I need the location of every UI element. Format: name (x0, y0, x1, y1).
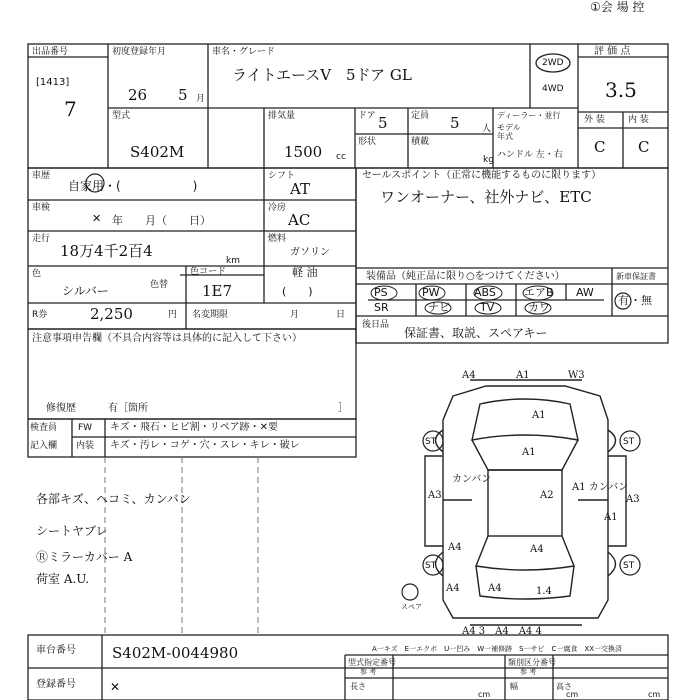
equipment-item: ABS (474, 286, 496, 299)
displacement-label: 排気量 (268, 111, 296, 121)
dealer-label: ディーラー・並行 (497, 111, 561, 120)
capacity-label: 定員 (411, 111, 430, 121)
doors-label: ドア (358, 111, 376, 121)
mark-bottom: A4 3 A4 A4 4 (462, 626, 542, 637)
drive-4wd: 4WD (542, 84, 564, 94)
inspection-label: 車検 (32, 203, 51, 213)
fuel-other: ( ) (282, 285, 313, 298)
note-line-1: 各部キズ、ヘコミ、カンバン (36, 492, 191, 506)
first-reg-label: 初度登録年月 (112, 47, 167, 57)
reg-label: 登録番号 (36, 679, 76, 690)
note-line-3: Ⓡミラーカバー A (36, 550, 133, 564)
inspector-fw: FW (78, 423, 93, 433)
type-spec-label: 型式指定番号 (348, 658, 396, 667)
height-unit: cm (648, 690, 661, 699)
length-label: 長さ (350, 682, 366, 691)
inspector-label: 検査員 (30, 423, 58, 433)
repair-history-end: ］ (338, 403, 348, 414)
repair-history-label: 修復歴 (46, 403, 76, 414)
mileage-label: 走行 (32, 234, 51, 244)
grade-value: 3.5 (605, 78, 637, 102)
notes-label: 注意事項申告欄（不具合内容等は具体的に記入して下さい） (32, 333, 302, 344)
type-spec-sub: 参 考 (360, 668, 377, 676)
class-sub: 参 考 (520, 668, 537, 676)
first-reg-month: 5 (178, 86, 188, 104)
st-front-right: ST (623, 437, 635, 447)
name-change-month: 月 (290, 310, 300, 320)
width-unit: cm (566, 690, 579, 699)
capacity-value: 5 (450, 114, 460, 132)
capacity-unit: 人 (482, 124, 492, 134)
color-value: シルバー (62, 284, 109, 298)
first-reg-year: 26 (128, 86, 148, 104)
color-code-value: 1E7 (202, 282, 233, 300)
displacement-unit: cc (336, 152, 346, 162)
model-code-value: S402M (130, 143, 185, 161)
inspector-fw-items: キズ・飛石・ヒビ割・リペア跡・✕要 (110, 422, 278, 433)
exterior-grade: C (594, 138, 606, 156)
equipment-item: AW (576, 286, 594, 299)
equipment-item: TV (480, 301, 495, 314)
mark-kanban-left: カンバン (452, 474, 492, 485)
equipment-item: ナビ (428, 301, 450, 314)
grade-label: 評 価 点 (594, 46, 631, 57)
usage-label: 車歴 (32, 171, 51, 181)
equipment-label: 装備品（純正品に限り○をつけてください） (366, 271, 565, 282)
mark-a3-right: A3 (626, 494, 640, 505)
inspector-int-items: キズ・汚レ・コゲ・穴・スレ・キレ・破レ (110, 440, 300, 451)
shift-label: シフト (268, 171, 296, 181)
equipment-item: カワ (528, 301, 550, 314)
mark-a4-front-left: A4 (462, 370, 476, 381)
inspection-year-mark: ✕ (92, 212, 102, 225)
class-label: 類別区分番号 (508, 658, 556, 667)
recycle-label: R券 (32, 310, 48, 320)
name-change-label: 名変期限 (192, 310, 229, 320)
equipment-item: エアB (524, 286, 554, 299)
mark-a3-left: A3 (428, 490, 442, 501)
shift-value: AT (290, 180, 311, 198)
aircon-value: AC (288, 211, 311, 229)
sales-point-value: ワンオーナー、社外ナビ、ETC (380, 188, 592, 206)
fuel-diesel: 軽 油 (292, 266, 318, 279)
note-line-2: シートヤブレ (36, 524, 108, 538)
note-line-4: 荷室 A.U. (36, 572, 90, 586)
mileage-unit: km (226, 256, 240, 266)
recycle-value: 2,250 (90, 305, 133, 323)
drive-2wd: 2WD (542, 58, 564, 68)
usage-value: 自家用・( ) (68, 179, 198, 193)
st-rear-right: ST (623, 561, 635, 571)
height-label: 高さ (556, 682, 572, 691)
name-change-day: 日 (336, 310, 346, 320)
color-label: 色 (32, 269, 42, 279)
dealer-year-label: 年式 (497, 132, 513, 141)
mark-a4-rear-center: A4 (488, 583, 502, 594)
interior-label: 内 装 (628, 115, 649, 125)
mark-a4-left-rear: A4 (448, 542, 462, 553)
sales-point-label: セールスポイント（正常に機能するものに限ります） (362, 170, 602, 181)
after-parts-value: 保証書、取説、スペアキー (404, 326, 548, 340)
mark-a1-hood: A1 (532, 410, 546, 421)
repair-history-value: 有［箇所 (108, 403, 148, 414)
model-value: ライトエースV 5ドア GL (232, 66, 412, 84)
mark-kanban-right: A1 カンバン (572, 482, 629, 493)
length-unit: cm (478, 690, 491, 699)
mark-rear-detail: 1.4 (536, 586, 552, 597)
mark-a1-front: A1 (516, 370, 530, 381)
mark-w3-front: W3 (568, 370, 585, 381)
color-code-label: 色コード (190, 267, 227, 277)
inspector-int-label: 内装 (76, 441, 95, 451)
equipment-item: SR (374, 301, 389, 314)
interior-grade: C (638, 138, 650, 156)
inspector-label-2: 記入欄 (30, 441, 58, 451)
warranty-label: 新車保証書 (616, 272, 656, 281)
mark-a1-windshield: A1 (522, 447, 536, 458)
aircon-label: 冷房 (268, 203, 287, 213)
inspection-value: 年 月（ 日） (112, 214, 211, 227)
width-label: 幅 (510, 682, 518, 691)
mark-a2-roof: A2 (540, 490, 554, 501)
dealer-model-label: モデル (497, 123, 521, 132)
reg-value: ✕ (110, 680, 121, 694)
recycle-unit: 円 (168, 310, 178, 320)
load-unit: kg (483, 155, 494, 165)
equipment-item: PW (422, 286, 440, 299)
st-front-left: ST (425, 437, 437, 447)
doors-value: 5 (378, 114, 388, 132)
warranty-yes: 有 (618, 294, 629, 307)
venue-label: ①会 場 控 (590, 0, 645, 14)
lot-number: 7 (64, 97, 77, 121)
warranty-no: ・無 (630, 294, 652, 307)
lot-sub: [1413] (36, 77, 70, 88)
mark-a4-rear-left: A4 (446, 583, 460, 594)
model-code-label: 型式 (112, 111, 131, 121)
damage-legend: A一キズ E一エクボ U一凹み W一補修跡 S一サビ C一腐食 XX一交換済 (372, 645, 623, 653)
first-reg-month-unit: 月 (196, 94, 206, 104)
mileage-value: 18万4千2百4 (60, 242, 153, 260)
model-label: 車名・グレード (212, 47, 276, 57)
lot-label: 出品番号 (32, 47, 69, 57)
after-parts-label: 後日品 (362, 320, 390, 330)
spare-label: スペア (401, 603, 422, 611)
mark-a1-right: A1 (604, 512, 618, 523)
handle-label: ハンドル 左・右 (497, 150, 563, 160)
st-rear-left: ST (425, 561, 437, 571)
chassis-value: S402M-0044980 (112, 644, 239, 662)
mark-a4-rear-window: A4 (530, 544, 544, 555)
chassis-label: 車台番号 (36, 645, 76, 656)
equipment-item: PS (374, 286, 388, 299)
fuel-gasoline: ガソリン (290, 247, 330, 258)
color-change-label: 色替 (150, 280, 169, 290)
exterior-label: 外 装 (584, 115, 605, 125)
fuel-label: 燃料 (268, 234, 287, 244)
shape-label: 形状 (358, 137, 377, 147)
load-label: 積載 (411, 137, 430, 147)
displacement-value: 1500 (284, 143, 323, 161)
